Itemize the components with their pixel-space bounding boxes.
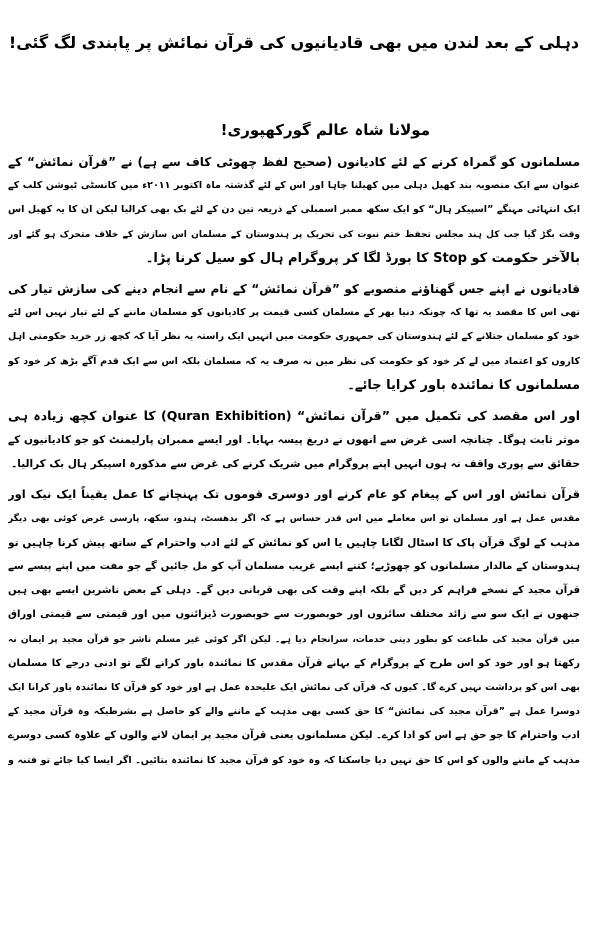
paragraph-4: [8, 482, 580, 772]
text-line: ہندوستان کے مالدار مسلمانوں کو چھوڑیے؛ کتنے ایسے غریب مسلمان آپ کو مل جائیں گے جو مفت میں اپنے پیسے سے: [8, 561, 580, 572]
text-line: مسلمانوں کو گمراہ کرنے کے لئے کادیانوں (صحیح لفظ چھوٹی کاف سے ہے) نے ”قرآن نمائش“ کے: [8, 155, 580, 169]
paragraph-2: [8, 277, 580, 398]
text-line: ایک انتہائی مہنگے ”اسپیکر ہال“ کو ایک سکھ ممبر اسمبلی کے ذریعہ تین دن کے لئے بک بھی کرالیا لیکن ان کا یہ کھیل اس: [8, 204, 580, 216]
text-line: میں قرآن مجید کی طباعت کو بطور دینی خدمات، سرانجام دیا ہے۔ لیکن اگر کوئی غیر مسلم ناشر جو قرآن مجید پر ایمان نہ: [8, 634, 580, 645]
text-line: قرآن مجید کے نسخے فراہم کر دیں گے بلکہ اپنے وقت کی بھی قربانی دیں گے۔ دہلی کے بعض ناشرین ایسے بھی ہیں: [8, 585, 580, 597]
text-line: مقدس عمل ہے اور مسلمان تو اس معاملے میں اس قدر حساس ہے کہ اگر بدھسٹ، ہندو، سکھ، پارسی غرض کوئی بھی دیگر: [8, 513, 580, 524]
text-line: کاروں کو اعتماد میں لے کر خود کو حکومت کی نظر میں نہ صرف یہ کہ مسلمان بلکہ اس سے ایک قدم آگے بڑھ کر خود کو: [8, 355, 580, 367]
text-line: رکھتا ہو اور خود کو اس طرح کے پروگرام کے بہانے قرآن مقدس کا نمائندہ باور کرانے لگے تو ادنی درجے کا مسلمان: [8, 657, 580, 669]
text-line: مذہب کے لوگ قرآن پاک کا اسٹال لگانا چاہیں یا اس کو نمائش کے لئے ادب واحترام کے ساتھ پیش کرنا چاہیں تو: [8, 536, 580, 549]
text-line: بالآخر حکومت کو Stop کا بورڈ لگا کر پروگرام ہال کو سیل کرنا پڑا۔: [145, 250, 580, 266]
text-line: بھی اس کو برداشت نہیں کرے گا۔ کیوں کہ قرآن کی نمائش ایک علیحدہ عمل ہے اور خود کو قرآن کا نمائندہ باور کرانا ایک: [8, 681, 580, 693]
text-line: تھی اس کا مقصد یہ تھا کہ چونکہ دنیا بھر کے مسلمان کسی قیمت پر کادیانوں کو مسلمان ماننے کے لئے تیار نہیں اس لئے: [8, 307, 580, 319]
text-line: جنھوں نے ایک سو سے زائد مختلف سائزوں اور خوبصورت سے خوبصورت ڈیزائنوں میں اور قیمتی سے قیمتی اوراق: [8, 609, 580, 621]
text-line: قرآن نمائش اور اس کے پیغام کو عام کرنے اور دوسری قوموں تک پہنچانے کا عمل یقیناً ایک نیک اور: [8, 487, 580, 502]
text-line: وقت بگڑ گیا جب کل ہند مجلس تحفظ ختم نبوت کی تحریک پر ہندوستان کے مسلمان اس سازش کے خلاف متحرک ہو گئے اور: [8, 229, 580, 240]
paragraph-1: [8, 150, 580, 271]
text-line: خود کو مسلمان جتلانے کے لئے ہندوستان کی جمہوری حکومت میں انہیں ایک راستہ یہ نظر آیا کہ کچھ زر خرید حکومتی اہل: [8, 331, 580, 343]
article-headline: دہلی کے بعد لندن میں بھی قادیانیوں کی قرآن نمائش پر پابندی لگ گئی!: [8, 33, 580, 52]
text-line: حقائق سے پوری واقف نہ ہوں انہیں اپنے پروگرام میں شریک کرنے کی غرض سے مذکورہ اسپیکر ہال بک کرالیا۔: [11, 458, 580, 471]
text-line: ادب واحترام کا جو حق ہے اس کو ادا کرے۔ لیکن مسلمانوں یعنی قرآن مجید پر ایمان لانے والوں کے علاوہ کسی دوسرے: [8, 730, 580, 742]
text-line: اور اس مقصد کی تکمیل میں ”قرآن نمائش“ (Quran Exhibition) کا عنوان کچھ زیادہ ہی: [8, 407, 580, 423]
text-line: قادیانوں نے اپنے جس گھناؤنے منصوبے کو ”قرآن نمائش“ کے نام سے انجام دینے کی سازش تیار کی: [8, 281, 580, 296]
paragraph-3: [8, 404, 580, 477]
article-byline: مولانا شاہ عالم گورکھپوری!: [220, 121, 430, 139]
text-line: مسلمانوں کا نمائندہ باور کرایا جائے۔: [347, 377, 580, 393]
text-line: عنوان سے ایک منصوبہ بند کھیل دہلی میں کھیلنا چاہا اور اس کے لئے گذشتہ ماہ اکتوبر ۲۰۱۱ء میں کانسٹی ٹیوشن کلب کے: [8, 180, 580, 192]
article-body: [8, 150, 580, 773]
text-line: موثر ثابت ہوگا۔ چنانچہ اسی غرض سے انھوں نے دریغ پیسہ بہایا۔ اور ایسے ممبران پارلیمنٹ کو جو کادیانیوں کے: [8, 434, 580, 447]
text-line: دوسرا عمل ہے ”قرآن مجید کی نمائش“ کا حق کسی بھی مذہب کے ماننے والے کو حاصل ہے بشرطیکہ وہ قرآن مجید کے: [8, 706, 580, 718]
text-line: مذہب کے ماننے والوں کو اس کا حق نہیں دیا جاسکتا کہ وہ خود کو قرآن مجید کا نمائندہ بتائیں۔ اگر ایسا کیا جائے تو فتنہ و: [8, 754, 580, 766]
